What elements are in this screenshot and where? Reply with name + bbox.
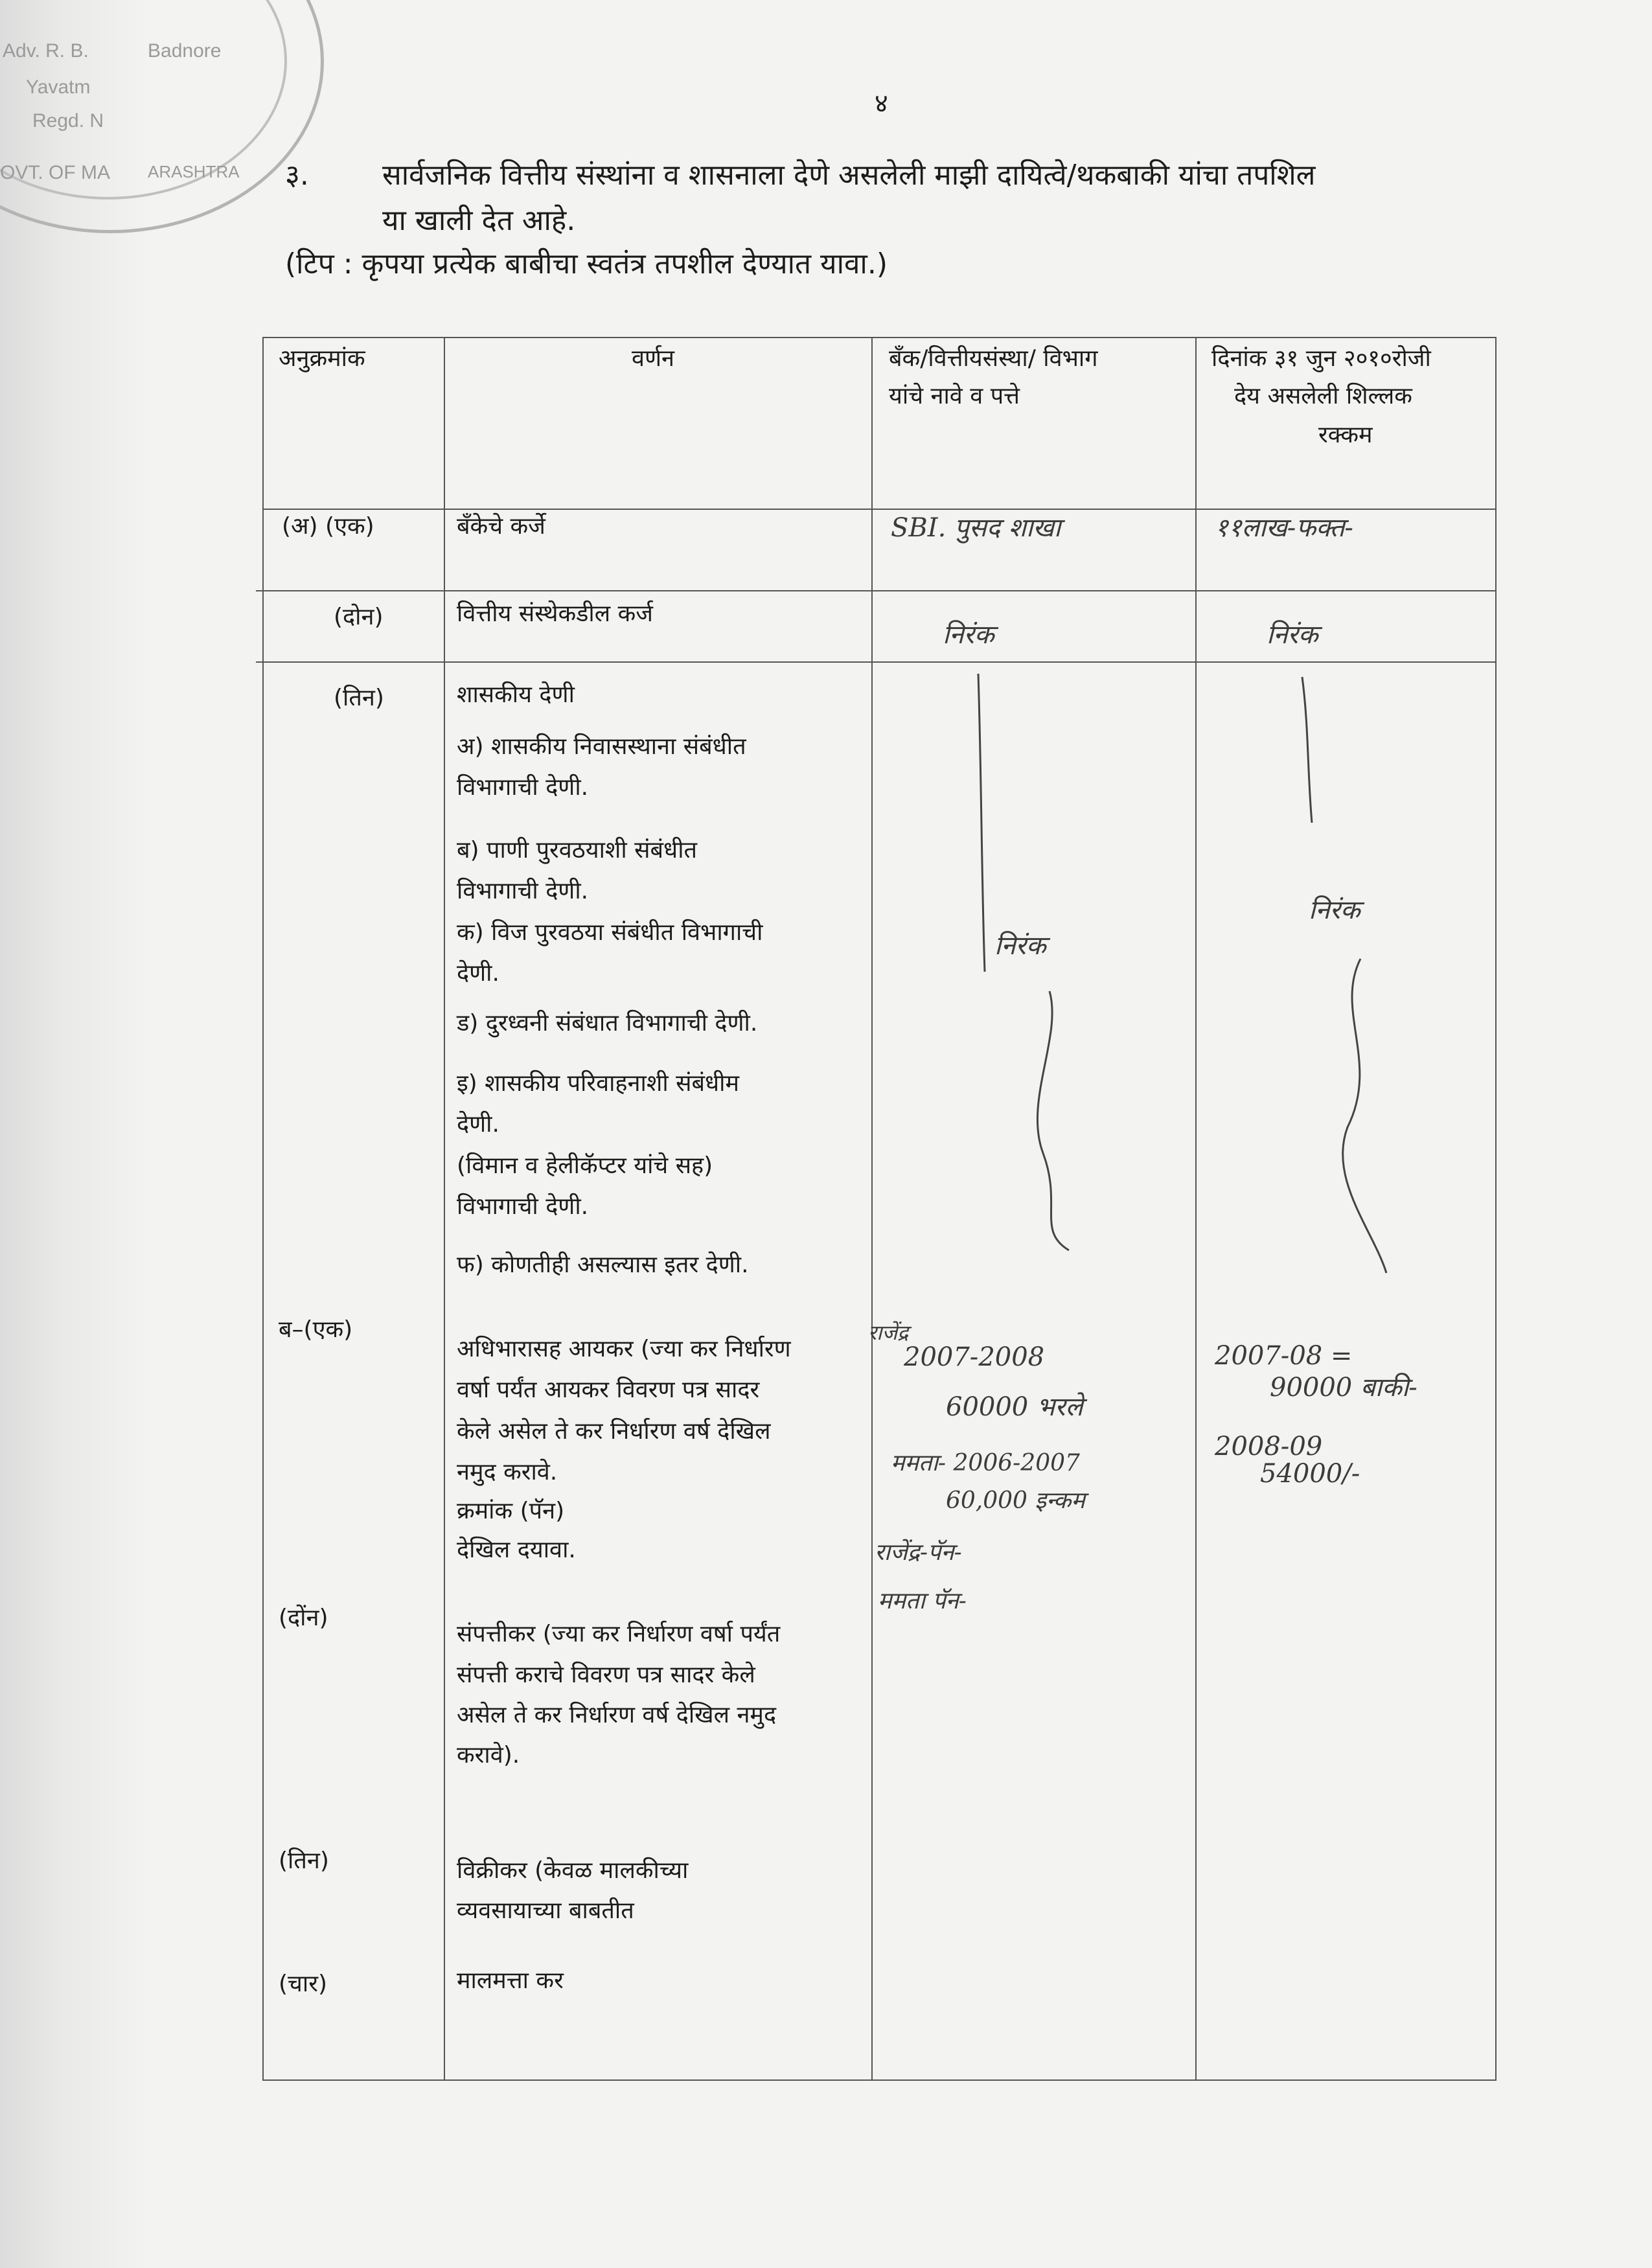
row-b3-desc-line2: व्यवसायाच्या बाबतीत [457,1897,634,1924]
row-a1-bank-handwritten: SBI. पुसद शाखा [891,513,1061,543]
row-b1-desc-line3: केले असेल ते कर निर्धारण वर्ष देखिल [457,1418,771,1445]
header-amount-line1: दिनांक ३१ जुन २०१०रोजी [1211,345,1431,372]
row-b1-desc-line2: वर्षा पर्यंत आयकर विवरण पत्र सादर [457,1377,760,1403]
row-b2-serial: (दोंन) [279,1605,328,1631]
row-a3-item-e4: विभागाची देणी. [457,1193,589,1220]
row-a3-title: शासकीय देणी [457,682,575,708]
stamp-line: ARASHTRA [148,162,240,181]
row-b1-desc-line6: देखिल दयावा. [457,1537,576,1563]
stamp-line: OVT. OF MA [0,162,111,183]
stamp-line: Regd. N [32,110,104,132]
row-b1-amount-handwritten-4: 54000/- [1260,1459,1360,1489]
row-b2-desc-line4: करावे). [457,1742,520,1769]
row-a3-item-f: फ) कोणतीही असल्यास इतर देणी. [457,1252,749,1278]
row-b2-desc-line3: असेल ते कर निर्धारण वर्ष देखिल नमुद [457,1702,777,1728]
row-b1-amount-handwritten-2: 90000 बाकी- [1270,1373,1417,1403]
row-a3-item-b2: विभागाची देणी. [457,878,589,904]
row-a2-amount-handwritten: निरंक [1267,620,1318,650]
row-a3-item-c2: देणी. [457,960,499,987]
header-amount-line3: रक्कम [1318,422,1373,448]
row-a3-item-e1: इ) शासकीय परिवाहनाशी संबंधीम [457,1070,739,1097]
row-a1-amount-handwritten: ११लाख-फक्त- [1215,513,1353,543]
row-a2-description: वित्तीय संस्थेकडील कर्ज [457,601,653,627]
row-b1-amount-handwritten-3: 2008-09 [1215,1432,1323,1461]
row-a2-serial: (दोन) [334,604,384,630]
section-heading-line2: या खाली देत आहे. [382,204,576,237]
header-bank-line2: यांचे नावे व पत्ते [889,383,1020,409]
row-a3-item-d: ड) दुरध्वनी संबंधात विभागाची देणी. [457,1010,758,1037]
row-b3-desc-line1: विक्रीकर (केवळ मालकीच्या [457,1857,689,1884]
row-a3-serial: (तिन) [334,685,384,711]
header-description: वर्णन [632,345,675,372]
row-b1-bank-handwritten-4: ममता- 2006-2007 [891,1450,1080,1476]
stamp-line: Badnore [148,40,222,62]
row-a3-item-e2: देणी. [457,1111,499,1138]
stamp-line: Adv. R. B. [3,40,89,62]
row-b2-desc-line1: संपत्तीकर (ज्या कर निर्धारण वर्षा पर्यंत [457,1621,781,1647]
row-a3-item-c1: क) विज पुरवठया संबंधीत विभागाची [457,919,763,946]
row-a1-description: बॅंकेचे कर्जे [457,513,545,540]
row-b4-desc-line1: मालमत्ता कर [457,1967,564,1994]
row-b1-bank-handwritten-1: राजेंद्र [868,1320,909,1345]
row-b1-bank-handwritten-7: ममता पॅन- [878,1588,967,1614]
page-number: ४ [875,89,888,119]
row-a3-bank-handwritten: निरंक [994,931,1046,961]
row-a1-serial: (अ) (एक) [282,513,374,540]
row-a3-item-b1: ब) पाणी पुरवठयाशी संबंधीत [457,837,698,864]
row-b3-serial: (तिन) [279,1848,329,1874]
row-a3-amount-handwritten: निरंक [1309,895,1360,925]
stamp-line: Yavatm [26,76,91,98]
header-serial: अनुक्रमांक [279,345,365,372]
row-b1-desc-line5: क्रमांक (पॅन) [457,1498,565,1524]
row-b1-serial: ब–(एक) [279,1316,353,1343]
row-b1-bank-handwritten-3: 60000 भरले [946,1392,1083,1422]
row-a3-item-a2: विभागाची देणी. [457,774,589,801]
header-bank-line1: बॅंक/वित्तीयसंस्था/ विभाग [889,345,1098,372]
row-b1-bank-handwritten-5: 60,000 इन्कम [946,1487,1085,1514]
row-a2-bank-handwritten: निरंक [943,620,994,650]
row-b1-desc-line1: अधिभारासह आयकर (ज्या कर निर्धारण [457,1336,791,1362]
row-b1-bank-handwritten-2: 2007-2008 [904,1342,1045,1372]
row-a3-item-a1: अ) शासकीय निवासस्थाना संबंधीत [457,733,746,760]
section-note: (टिप : कृपया प्रत्येक बाबीचा स्वतंत्र तपशील देण्यात यावा.) [285,247,888,281]
header-amount-line2: देय असलेली शिल्लक [1234,383,1412,409]
row-b1-desc-line4: नमुद करावे. [457,1459,558,1485]
row-b1-amount-handwritten-1: 2007-08 = [1215,1341,1353,1371]
row-b4-serial: (चार) [279,1971,327,1997]
row-b1-bank-handwritten-6: राजेंद्र-पॅन- [875,1539,962,1566]
row-a3-item-e3: (विमान व हेलीकॅप्टर यांचे सह) [457,1152,713,1179]
section-number: ३. [285,159,309,192]
row-b2-desc-line2: संपत्ती कराचे विवरण पत्र सादर केले [457,1662,755,1688]
section-heading-line1: सार्वजनिक वित्तीय संस्थांना व शासनाला देणे असलेली माझी दायित्वे/थकबाकी यांचा तपशिल [382,159,1316,192]
